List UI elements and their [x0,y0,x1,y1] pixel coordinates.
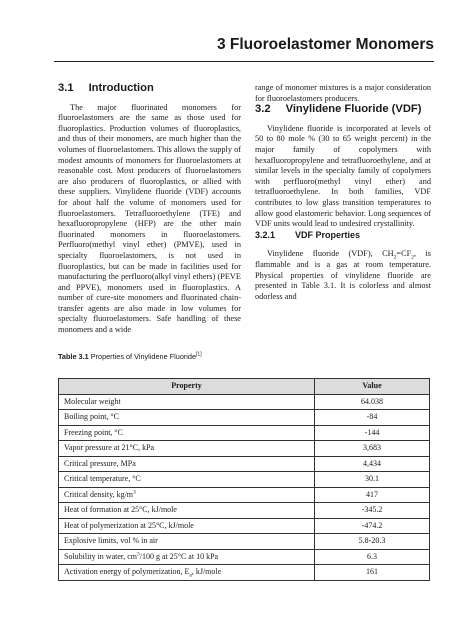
text-run: Vinylidene fluoride (VDF), CH [267,249,394,259]
value-cell: 5.8-20.3 [315,534,430,550]
table-caption-label: Table 3.1 [58,352,89,361]
value-cell: -144 [315,425,430,441]
section-number: 3.2 [255,103,271,116]
superscript: 3 [137,551,140,558]
left-column [58,83,241,336]
properties-table [58,378,430,581]
value-cell: 417 [315,487,430,503]
property-cell: Freezing point, °C [59,425,315,441]
table-header-row [59,379,430,395]
value-cell: 4,434 [315,456,430,472]
right-column [255,83,431,302]
table-row [59,565,430,581]
property-text: Critical density, kg/m [64,489,134,499]
table-row [59,503,430,519]
table-row [59,549,430,565]
property-cell: Explosive limits, vol % in air [59,534,315,550]
table-row [59,425,430,441]
section-title: Introduction [88,82,154,94]
section-number: 3.1 [58,82,74,94]
introduction-paragraph-continued: range of monomer mixtures is a major consideration for fluoroelastomers producers. [255,83,431,103]
section-heading-vdf [255,104,431,115]
subsection-heading-vdf-properties [255,230,431,241]
text-run: =CF [396,249,412,259]
header-property: Property [59,379,315,395]
property-cell: Vapor pressure at 21°C, kPa [59,441,315,457]
property-cell: Boiling point, °C [59,410,315,426]
property-cell [59,549,315,565]
property-cell: Critical pressure, MPa [59,456,315,472]
value-cell: 3,683 [315,441,430,457]
property-text-tail: /100 g at 25°C at 10 kPa [139,551,219,561]
subscript: a [189,572,192,579]
table-caption-text: Properties of Vinylidene Fluoride [88,352,197,361]
subscript: 2 [393,254,397,261]
header-value: Value [315,379,430,395]
superscript: 3 [133,489,136,496]
property-cell: Molecular weight [59,394,315,410]
property-text: Activation energy of polymerization, E [64,567,190,577]
introduction-paragraph: The major fluorinated monomers for fluoroelastomers are the same as those used for fluoroplastics. Production volumes of fluoroplastics, and thus of their monomers, are much higher than the volumes of fluoroelastomers. This allows the supply of modest amounts of monomers for fluoroelastomers at reasonable cost. Most producers of fluoroelastomers are also producers of fluoroplastics, or allied with these suppliers. Vinylidene fluoride (VDF) accounts for about half the volume of monomers used for fluoroelastomers. Tetrafluoroethylene (TFE) and hexafluoropropylene (HFP) are the other main fluorinated monomers in fluoroelastomers. Perfluoro(methyl vinyl ether) (PMVE), used in specialty fluoroelastomers, is not used in fluoroplastics, but can be made in facilities used for manufacturing the perfluoro(alkyl vinyl ethers) (PEVE and PPVE), monomers used in fluoroplastics. A number of cure-site monomers and fluorinated chain-transfer agents are also made in low volumes for specialty fluoroelastomers. Safe handling of these monomers and a wide [58,102,241,335]
table-row [59,456,430,472]
property-cell [59,565,315,581]
subsection-number: 3.2.1 [255,229,276,240]
chapter-title: 3 Fluoroelastomer Monomers [216,36,434,53]
property-text-tail: , kJ/mole [191,567,222,577]
value-cell: -345.2 [315,503,430,519]
table-row [59,487,430,503]
section-heading-introduction [58,83,241,94]
table-row [59,472,430,488]
vdf-properties-paragraph [255,249,431,302]
section-title: Vinylidene Fluoride (VDF) [285,103,422,116]
table-row [59,441,430,457]
title-rule [54,61,434,62]
value-cell: 6.3 [315,549,430,565]
property-cell: Heat of formation at 25°C, kJ/mole [59,503,315,519]
vdf-paragraph: Vinylidene fluoride is incorporated at levels of 50 to 80 mole % (30 to 65 weight percent) in the major family of copolymers with hexafluoropropylene and tetrafluoroethylene, and at similar levels in the specialty family of copolymers with perfluoro(methyl vinyl ether) and tetrafluoroethylene. In both families, VDF contributes to low glass transition temperatures to allow good elastomeric behavior. Long sequences of VDF units would lead to undesired crystallinity. [255,123,431,229]
table-caption-reference: [1] [196,351,202,358]
value-cell: -84 [315,410,430,426]
table-row [59,394,430,410]
property-cell: Heat of polymerization at 25°C, kJ/mole [59,518,315,534]
table-row [59,518,430,534]
value-cell: 30.1 [315,472,430,488]
property-cell: Critical temperature, °C [59,472,315,488]
subsection-title: VDF Properties [295,229,361,240]
property-text: Solubility in water, cm [64,551,138,561]
subscript: 2 [411,254,414,261]
value-cell: -474.2 [315,518,430,534]
table-row [59,410,430,426]
table-caption [58,352,202,361]
value-cell: 64.038 [315,394,430,410]
text-run: , is flammable and is a gas at room temperature. Physical properties of vinylidene fluoride are presented in Table 3.1. It is colorless and almost odorless and [255,249,432,301]
table-row [59,534,430,550]
property-cell [59,487,315,503]
value-cell: 161 [315,565,430,581]
